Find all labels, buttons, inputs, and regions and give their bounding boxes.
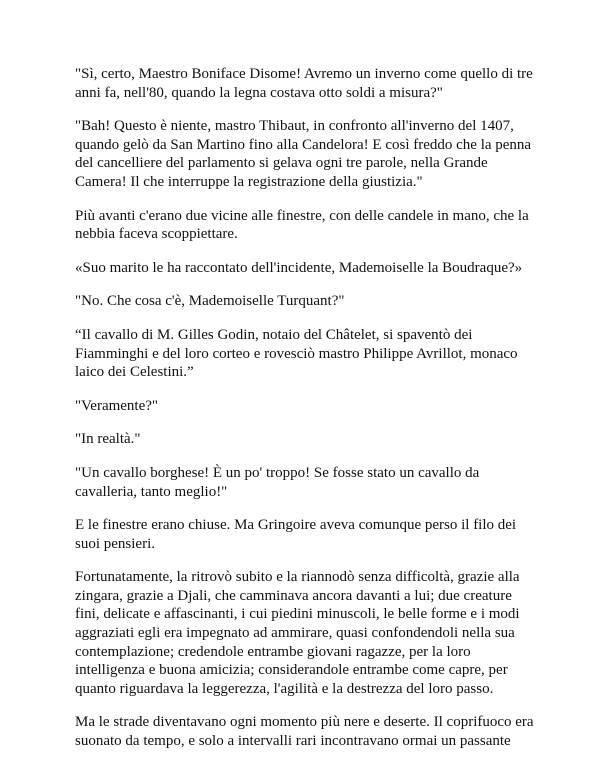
paragraph: "No. Che cosa c'è, Mademoiselle Turquant?" xyxy=(75,293,345,310)
paragraph: E le finestre erano chiuse. Ma Gringoire aveva comunque perso il filo dei suoi pensieri. xyxy=(75,517,517,552)
paragraph: "Veramente?" xyxy=(75,397,159,414)
paragraph: "In realtà." xyxy=(75,431,141,448)
paragraph: Ma le strade diventavano ogni momento più nere e deserte. Il coprifuoco era suonato da tempo, e solo a intervalli rari incontravano ormai un passante xyxy=(75,714,534,750)
paragraph: Fortunatamente, la ritrovò subito e la riannodò senza difficoltà, grazie alla zingara, grazie a Djali, che camminava ancora davanti a lui; due creature fini, delicate e affascinanti, i cui piedini minuscoli, le belle forme e i modi aggraziati egli era impegnato ad ammirare, quasi confondendoli nella sua contemplazione; credendole entrambe giovani ragazze, per la loro intelligenza e buona amicizia; considerandole entrambe come capre, per quanto riguardava la leggerezza, l'agilità e la destrezza del loro passo. xyxy=(75,569,520,697)
paragraph: "Un cavallo borghese! È un po' troppo! Se fosse stato un cavallo da cavalleria, tanto meglio!" xyxy=(75,464,480,500)
paragraph: "Sì, certo, Maestro Boniface Disome! Avremo un inverno come quello di tre anni fa, nell'80, quando la legna costava otto soldi a misura?" xyxy=(75,66,533,101)
paragraph: «Suo marito le ha raccontato dell'incidente, Mademoiselle la Boudraque?» xyxy=(75,259,523,276)
paragraph: Più avanti c'erano due vicine alle finestre, con delle candele in mano, che la nebbia faceva scoppiettare. xyxy=(75,207,529,243)
paragraph: “Il cavallo di M. Gilles Godin, notaio del Châtelet, si spaventò dei Fiamminghi e del loro corteo e rovesciò mastro Philippe Avrillot, monaco laico dei Celestini.” xyxy=(75,326,518,381)
paragraph: "Bah! Questo è niente, mastro Thibaut, in confronto all'inverno del 1407, quando gelò da San Martino fino alla Candelora! E così freddo che la penna del cancelliere del parlamento si gelava ogni tre parole, nella Grande Camera! Il che interruppe la registrazione della giustizia." xyxy=(75,118,532,190)
document-page xyxy=(75,65,535,766)
